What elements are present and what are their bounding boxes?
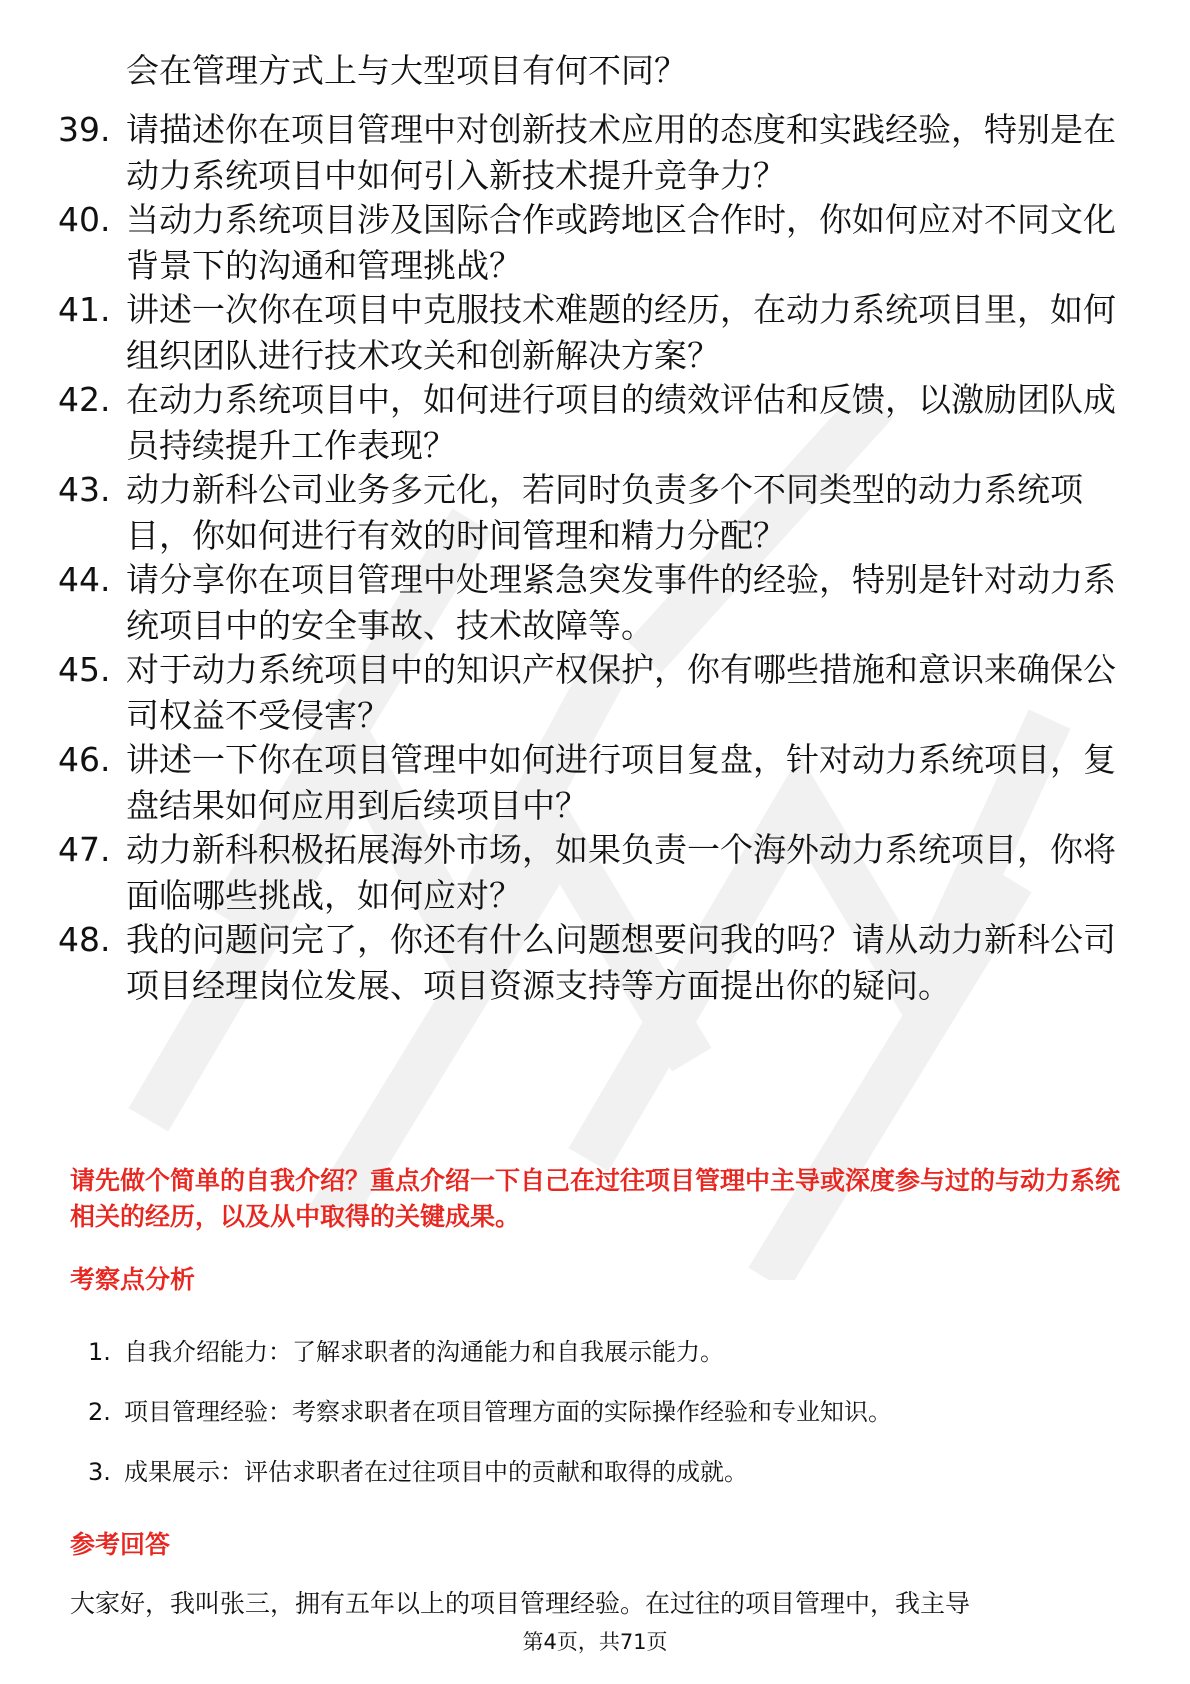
- analysis-text: 自我介绍能力：了解求职者的沟通能力和自我展示能力。: [124, 1338, 724, 1366]
- question-text: 讲述一次你在项目中克服技术难题的经历，在动力系统项目里，如何组织团队进行技术攻关和创新解决方案？: [126, 290, 1116, 375]
- question-number: 44.: [58, 560, 111, 599]
- question-text: 请分享你在项目管理中处理紧急突发事件的经验，特别是针对动力系统项目中的安全事故、技术故障等。: [126, 560, 1116, 645]
- interview-prompt: 请先做个简单的自我介绍？重点介绍一下自己在过往项目管理中主导或深度参与过的与动力系统相关的经历，以及从中取得的关键成果。: [70, 1166, 1121, 1231]
- question-text: 讲述一下你在项目管理中如何进行项目复盘，针对动力系统项目，复盘结果如何应用到后续项目中？: [126, 740, 1116, 825]
- question-text: 我的问题问完了，你还有什么问题想要问我的吗？请从动力新科公司项目经理岗位发展、项目资源支持等方面提出你的疑问。: [126, 920, 1116, 1005]
- question-text: 动力新科公司业务多元化，若同时负责多个不同类型的动力系统项目，你如何进行有效的时间管理和精力分配？: [126, 470, 1083, 555]
- question-text: 对于动力系统项目中的知识产权保护，你有哪些措施和意识来确保公司权益不受侵害？: [126, 650, 1116, 735]
- question-text: 请描述你在项目管理中对创新技术应用的态度和实践经验，特别是在动力系统项目中如何引入新技术提升竞争力？: [126, 110, 1116, 195]
- question-number: 40.: [58, 200, 111, 239]
- question-number: 46.: [58, 740, 111, 779]
- question-text: 在动力系统项目中，如何进行项目的绩效评估和反馈，以激励团队成员持续提升工作表现？: [126, 380, 1116, 465]
- analysis-number: 2.: [88, 1398, 111, 1426]
- analysis-text: 项目管理经验：考察求职者在项目管理方面的实际操作经验和专业知识。: [124, 1398, 892, 1426]
- question-number: 45.: [58, 650, 111, 689]
- question-number: 43.: [58, 470, 111, 509]
- page-number: 第4页，共71页: [522, 1630, 668, 1654]
- question-number: 42.: [58, 380, 111, 419]
- question-text: 当动力系统项目涉及国际合作或跨地区合作时，你如何应对不同文化背景下的沟通和管理挑战？: [126, 200, 1116, 285]
- reference-title: 参考回答: [70, 1530, 171, 1559]
- question-number: 47.: [58, 830, 111, 869]
- question-number: 39.: [58, 110, 111, 149]
- reference-answer: 大家好，我叫张三，拥有五年以上的项目管理经验。在过往的项目管理中，我主导: [70, 1589, 971, 1618]
- analysis-number: 3.: [88, 1458, 111, 1486]
- question-number: 48.: [58, 920, 111, 959]
- analysis-text: 成果展示：评估求职者在过往项目中的贡献和取得的成就。: [124, 1458, 748, 1486]
- question-38-continuation: 会在管理方式上与大型项目有何不同？: [126, 51, 687, 90]
- question-text: 动力新科积极拓展海外市场，如果负责一个海外动力系统项目，你将面临哪些挑战，如何应对？: [126, 830, 1116, 915]
- analysis-number: 1.: [88, 1338, 111, 1366]
- question-number: 41.: [58, 290, 111, 329]
- analysis-title: 考察点分析: [70, 1265, 196, 1294]
